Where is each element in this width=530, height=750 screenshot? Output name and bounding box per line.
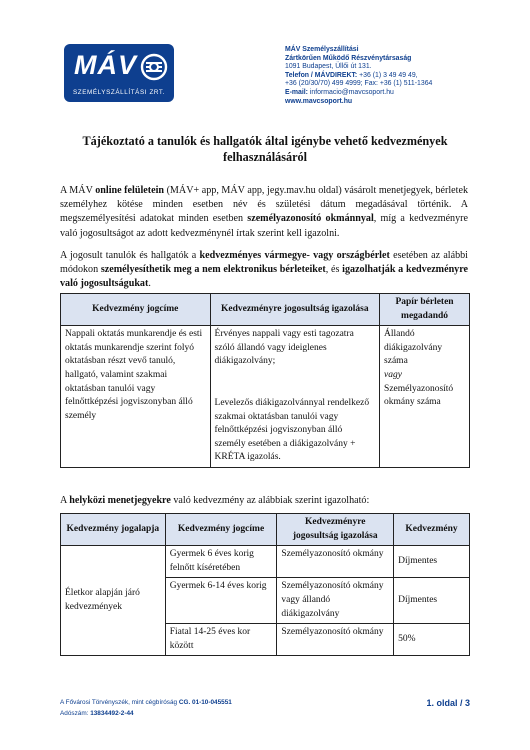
pass-paragraph: A jogosult tanulók és hallgatók a kedvezményes vármegye- vagy országbérlet esetében az alábbi módokon személyesíthetik meg a nem elektronikus bérleteiket, és igazolhatják a kedvezményre való jogosultságukat. xyxy=(60,250,469,290)
igazolas-cell: Személyazonosító okmány xyxy=(277,624,394,656)
kedvezmeny-cell: Díjmentes xyxy=(394,578,470,624)
igazolas-cell: Személyazonosító okmány xyxy=(277,546,394,578)
kedvezmeny-cell: Díjmentes xyxy=(394,546,470,578)
mav-logo xyxy=(64,44,174,102)
document-title: Tájékoztató a tanulók és hallgatók által igénybe vehető kedvezmények felhasználásáról xyxy=(82,134,448,164)
company-name: MÁV Személyszállítási xyxy=(285,46,359,53)
column-header: Kedvezmény jogcíme xyxy=(165,514,277,546)
intro-paragraph: A MÁV online felületein (MÁV+ app, MÁV app, jegy.mav.hu oldal) vásárolt menetjegyek, bérletek személyhez kötése minden esetben név és születési dátum megadásával történik. A megszemélyesítési adatokat minden esetben személyazonosító okmánnyal, míg a kedvezményre való jogosultságot az adott kedvezménynél írtak szerint kell igazolni. xyxy=(60,185,468,239)
igazolas-cell: Személyazonosító okmány vagy állandó diákigazolvány xyxy=(277,578,394,624)
company-info xyxy=(285,46,432,106)
table-row xyxy=(61,546,470,578)
company-website[interactable]: www.mavcsoport.hu xyxy=(285,97,353,105)
logo-subtext: SZEMÉLYSZÁLLÍTÁSI ZRT. xyxy=(72,89,166,96)
company-legal-form: Zártkörűen Működő Részvénytársaság xyxy=(285,54,412,62)
igazolas-cell: Érvényes nappali vagy esti tagozatra szóló állandó vagy ideiglenes diákigazolvány; Levelezős diákigazolvánnyal rendelkező szakmai oktatásban tanulói vagy felnőttképzési jogviszonyban álló személy esetében a diákigazolvány + KRÉTA igazolás. xyxy=(210,326,380,468)
jogcim-cell: Gyermek 6 éves korig felnőtt kíséretében xyxy=(165,546,277,578)
company-phone-fax: +36 (20/30/70) 499 4999; Fax: +36 (1) 511-1364 xyxy=(285,80,433,88)
table-header-row xyxy=(61,514,470,546)
company-phone: Telefon / MÁVDIREKT: +36 (1) 3 49 49 49, xyxy=(285,71,418,79)
company-address: 1091 Budapest, Üllői út 131. xyxy=(285,63,372,71)
jogcim-cell: Nappali oktatás munkarendje és esti oktatás munkarendje szerint folyó oktatásban részt vevő tanuló, hallgató, valamint szakmai oktatásban tanulói vagy felnőttképzési jogviszonyban álló személy xyxy=(61,326,211,468)
column-header: Kedvezmény xyxy=(394,514,470,546)
ticket-paragraph: A helyközi menetjegyekre való kedvezmény az alábbiak szerint igazolható: xyxy=(60,495,370,506)
jogalap-cell: Életkor alapján járó kedvezmények xyxy=(61,546,166,656)
column-header: Kedvezményre jogosultság igazolása xyxy=(210,294,380,326)
company-email: E-mail: informacio@mavcsoport.hu xyxy=(285,88,394,96)
logo-text: MÁV xyxy=(74,50,137,80)
page-number: 1. oldal / 3 xyxy=(426,698,470,708)
column-header: Kedvezmény jogcíme xyxy=(61,294,211,326)
column-header: Kedvezmény jogalapja xyxy=(61,514,166,546)
table-header-row xyxy=(61,294,470,326)
ticket-discount-table xyxy=(60,513,470,656)
logo-emblem-icon xyxy=(140,53,168,81)
pass-discount-table xyxy=(60,293,470,468)
jogcim-cell: Gyermek 6-14 éves korig xyxy=(165,578,277,624)
papir-cell: Állandó diákigazolvány száma vagy Személyazonosító okmány száma xyxy=(380,326,470,468)
footer-registry: A Fővárosi Törvényszék, mint cégbíróság CG. 01-10-045551 Adószám: 13834492-2-44 xyxy=(60,699,232,717)
column-header: Kedvezményre jogosultság igazolása xyxy=(277,514,394,546)
kedvezmeny-cell: 50% xyxy=(394,624,470,656)
jogcim-cell: Fiatal 14-25 éves kor között xyxy=(165,624,277,656)
table-row xyxy=(61,326,470,468)
column-header: Papír bérleten megadandó xyxy=(380,294,470,326)
